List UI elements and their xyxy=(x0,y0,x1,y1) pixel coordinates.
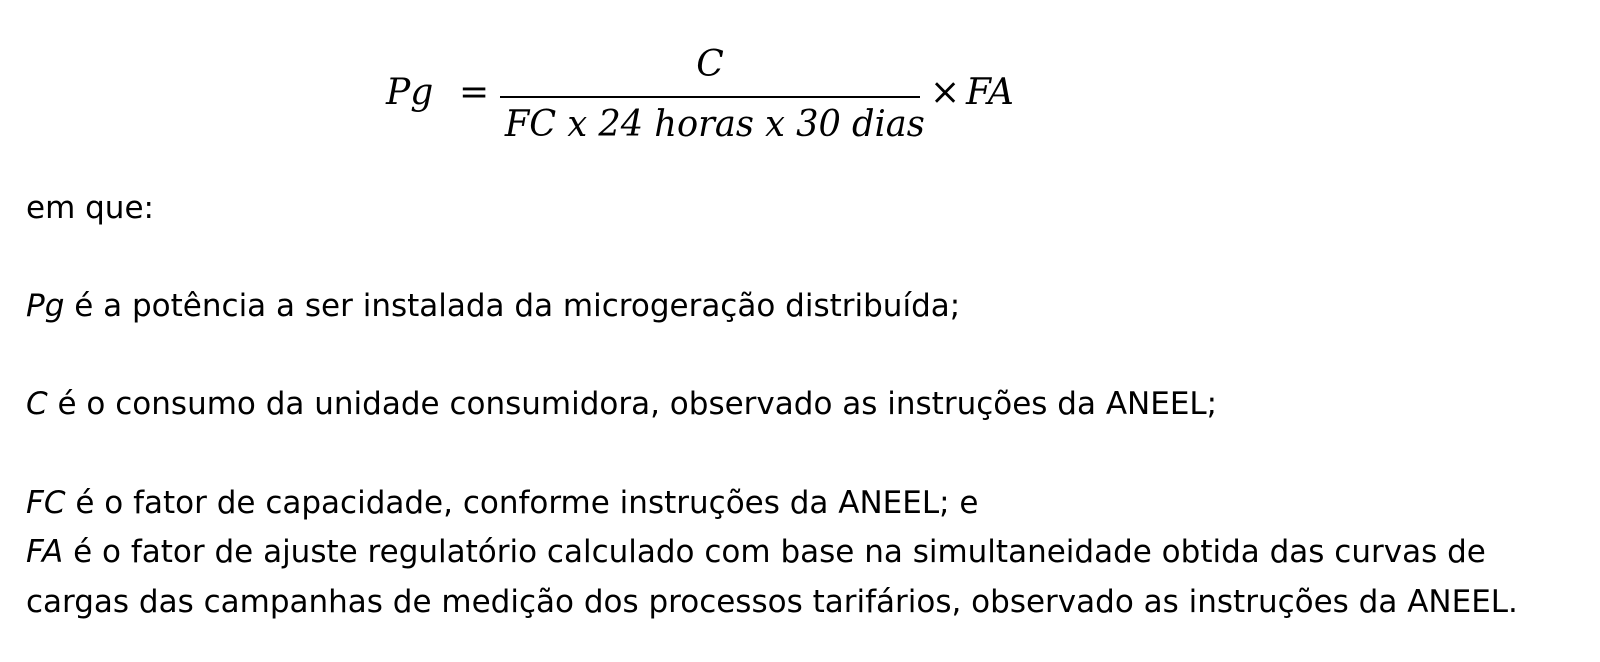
definition-symbol: Pg xyxy=(26,288,65,324)
definition-text: é a potência a ser instalada da microgeração distribuída; xyxy=(64,288,961,324)
definition-fa xyxy=(26,534,1486,570)
definition-pg xyxy=(26,288,960,324)
definition-fa-continuation: cargas das campanhas de medição dos processos tarifários, observado as instruções da ANEEL. xyxy=(26,584,1518,620)
power-formula xyxy=(386,38,1046,148)
definition-text: é o fator de capacidade, conforme instruções da ANEEL; e xyxy=(65,485,979,521)
formula-equals-sign: = xyxy=(459,72,490,113)
formula-denominator: FC x 24 horas x 30 dias xyxy=(504,104,925,145)
definition-symbol: C xyxy=(26,386,48,422)
formula-numerator: C xyxy=(696,44,724,85)
definition-c xyxy=(26,386,1217,422)
definition-symbol: FC xyxy=(26,485,66,521)
formula-factor: FA xyxy=(966,72,1014,113)
definition-text: é o consumo da unidade consumidora, observado as instruções da ANEEL; xyxy=(47,386,1218,422)
definition-text: é o fator de ajuste regulatório calculado com base na simultaneidade obtida das curvas de xyxy=(63,534,1486,570)
fraction-bar xyxy=(500,96,920,98)
definition-fc xyxy=(26,485,978,521)
formula-lhs: Pg xyxy=(386,72,434,113)
formula-times-sign: × xyxy=(930,72,961,113)
definition-symbol: FA xyxy=(26,534,64,570)
intro-text: em que: xyxy=(26,190,154,226)
